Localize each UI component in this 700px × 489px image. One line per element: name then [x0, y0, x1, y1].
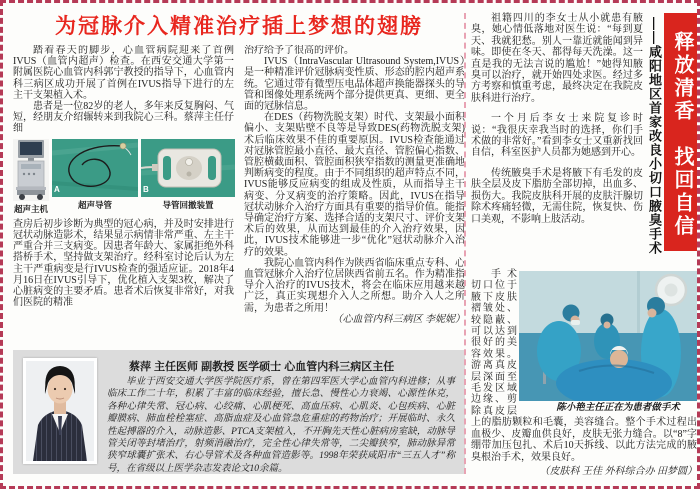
article-columns [13, 45, 465, 343]
paragraph: 治疗给予了很高的评价。 [244, 45, 354, 56]
paragraph: 查房后初步诊断为典型的冠心病，并及时安排进行冠状动脉造影术，结果显示病情非常严重、左主干严重合并三支病变。因患者年龄大、家属拒绝外科搭桥手术，坚持做支架治疗。经科室讨论后认为左主干严重病变是行IVUS检查的强适应证。2018年4月16日在IVUS引导下，优化植入支架3枚，解决了心脏病变的主要矛盾。患者术后恢复非常好，对我们医院的精准 [13, 218, 234, 309]
right-article-text [471, 13, 643, 263]
page-title: 为冠脉介入精准治疗插上梦想的翅膀 [55, 14, 423, 38]
pullback-device-image [141, 139, 235, 197]
doctor-portrait-photo [23, 358, 97, 464]
figure-caption: 导管回撤装置 [162, 199, 214, 210]
ultrasound-catheter-image [52, 139, 138, 197]
paragraph-with-photo [471, 269, 697, 463]
figure-label: B [143, 185, 149, 195]
figure-pullback-device [141, 139, 235, 215]
paragraph-text: 我院心血管内科作为陕西省临床重点专科、心血管冠脉介入治疗位居陕西省前五名。作为精准指导介入治疗的IVUS技术，将会在临床应用越来越广泛，真正实现想介入人之所想。助介入人之所需，为患者之所用！ [244, 257, 465, 314]
author-signature: （心血管内科三病区 李妮妮） [332, 313, 465, 325]
vertical-headline-banner: 释放清香 找回自信 [664, 13, 697, 251]
paragraph: 一个月后李女士来院复诊时说：“我很庆幸我当时的选择，你们手术做的非常好。”看到李女士又重新找回自信，科室医护人员都为她感到开心。 [471, 113, 643, 159]
equipment-figures [13, 139, 234, 215]
paragraph [244, 257, 465, 325]
surgery-photo [519, 271, 697, 401]
left-column-1 [13, 45, 234, 343]
paragraph: 在DES（药物洗脱支架）时代、支架最小面积偏小、支架贴壁不良等是导致DES(药物洗脱支架)术后临床效果不佳的重要原因。IVUS检查能通过对冠脉管腔最小直径、最大直径、管腔偏心指数、管腔横截面积、管腔面积狭窄指数的测量更准确地判断病变的程度。由于不同组织的超声特点不同，IVUS能够反应病变的组成及性质，从而指导主干病变、分叉病变的治疗策略。因此，IVUS在指导冠状动脉介入治疗方面具有重要的指导价值。能指导确定治疗方案、选择合适的支架尺寸、评价支架术后的效果，从而达到最佳的介入治疗效果，因此，IVUS技术能够进一步“优化”冠状动脉介入治疗的效果。 [244, 112, 465, 258]
author-signature: （皮肤科 王佳 外科综合办 田梦圆） [539, 465, 697, 477]
figure-caption: 超声主机 [13, 203, 48, 214]
figure-caption: 超声导管 [77, 199, 112, 210]
right-article-bottom [471, 269, 697, 477]
figure-label: A [54, 185, 60, 195]
figure-ultrasound-console [13, 139, 49, 215]
right-article-top [471, 13, 697, 263]
doctor-profile-box [13, 350, 465, 474]
paragraph: 患者是一位82岁的老人，多年来反复胸闷、气短，经朋友介绍辗转来到我院心三科。蔡萍主任仔细 [13, 101, 234, 135]
paragraph: 传统腋臭手术是将腋下有毛发的皮肤全层及皮下脂肪全部切掉，出血多、损伤大。我院皮肤科开展的皮肤汗腺切除术疼痛轻微，无需住院，恢复快、伤口美观，不影响上肢活动。 [471, 167, 643, 225]
left-article [13, 10, 465, 480]
vertical-subtitle: ——咸阳地区首家改良小切口腋臭手术 [647, 17, 662, 255]
left-column-2 [244, 45, 465, 343]
doctor-profile-bio: 毕业于西安交通大学医学院医疗系，曾在第四军医大学心血管内科进修；从事临床工作二十年，积累了丰富的临床经验，擅长急、慢性心力衰竭、心源性休克，各种心律失常、冠心病、心绞痛、心肌梗死、高血压病、心肌炎、心包疾病、心脏瓣膜病、肺血栓栓塞症、高脂血症及心血管急危重症的药物治疗；开展临时、永久性起搏器的介入，动脉造影、PTCA支架植入，不开胸先天性心脏病房室缺，动脉导管关闭等封堵治疗，射频消融治疗，完全性心律失常等，二尖瓣狭窄，肺动脉异常狭窄球囊扩张术、右心导管术及各种血管造影等。1998年荣获咸阳市“三五人才”称号，在省级以上医学杂志发表论文10余篇。 [107, 377, 455, 474]
surgery-photo-figure [519, 271, 697, 414]
ultrasound-console-image [13, 139, 49, 201]
doctor-profile-heading: 蔡萍 主任医师 副教授 医学硕士 心血管内科三病区主任 [129, 361, 395, 373]
paragraph: 踏着春天的脚步，心血管病院迎来了首例IVUS（血管内超声）检查。在西安交通大学第一附属医院心血管内科郭宁教授的指导下，心血管内科三病区成功开展了首例在IVUS指导下进行的左主干支架植入术。 [13, 45, 234, 101]
surgery-photo-caption: 陈小艳主任正在为患者做手术 [556, 403, 680, 413]
paragraph-text: 手术切口位于腋下皮肤褶皱处、较隐蔽、可以达到很好的美容效果。游离真皮层深面至毛发区域边缘、剪除真皮层上的脂肪颗粒和毛囊，美容缝合。整个手术过程出血极少、皮瓣血供良好，皮肤无张力缝合。以“8”字绷带加压包扎、术后10天拆线、以此方法完成的腋臭根治手术，效果良好。 [471, 269, 697, 463]
figure-ultrasound-catheter [52, 139, 138, 215]
paragraph: IVUS（IntraVascular Ultrasound System,IVUS）是一种精准评价冠脉病变性质、形态的腔内超声系统。它通过带有微型压电晶体超声换能器探头的导管和图像处理系统两个部分提供更真、更细、更全面的冠脉信息。 [244, 56, 465, 113]
right-article [471, 13, 697, 481]
paragraph: 祖籍四川的李女士从小就患有腋臭，她心情低落地对医生说：“每到夏天、我就犯愁。别人一靠近就能闻到异味。即使在冬天、都得每天洗澡。这一直是我的无法言说的尴尬！”她得知腋臭可以治疗，就开始四处求医。经过多方考察和慎重考虑，最终决定在我院皮肤科进行治疗。 [471, 13, 643, 104]
column-divider [464, 13, 466, 474]
